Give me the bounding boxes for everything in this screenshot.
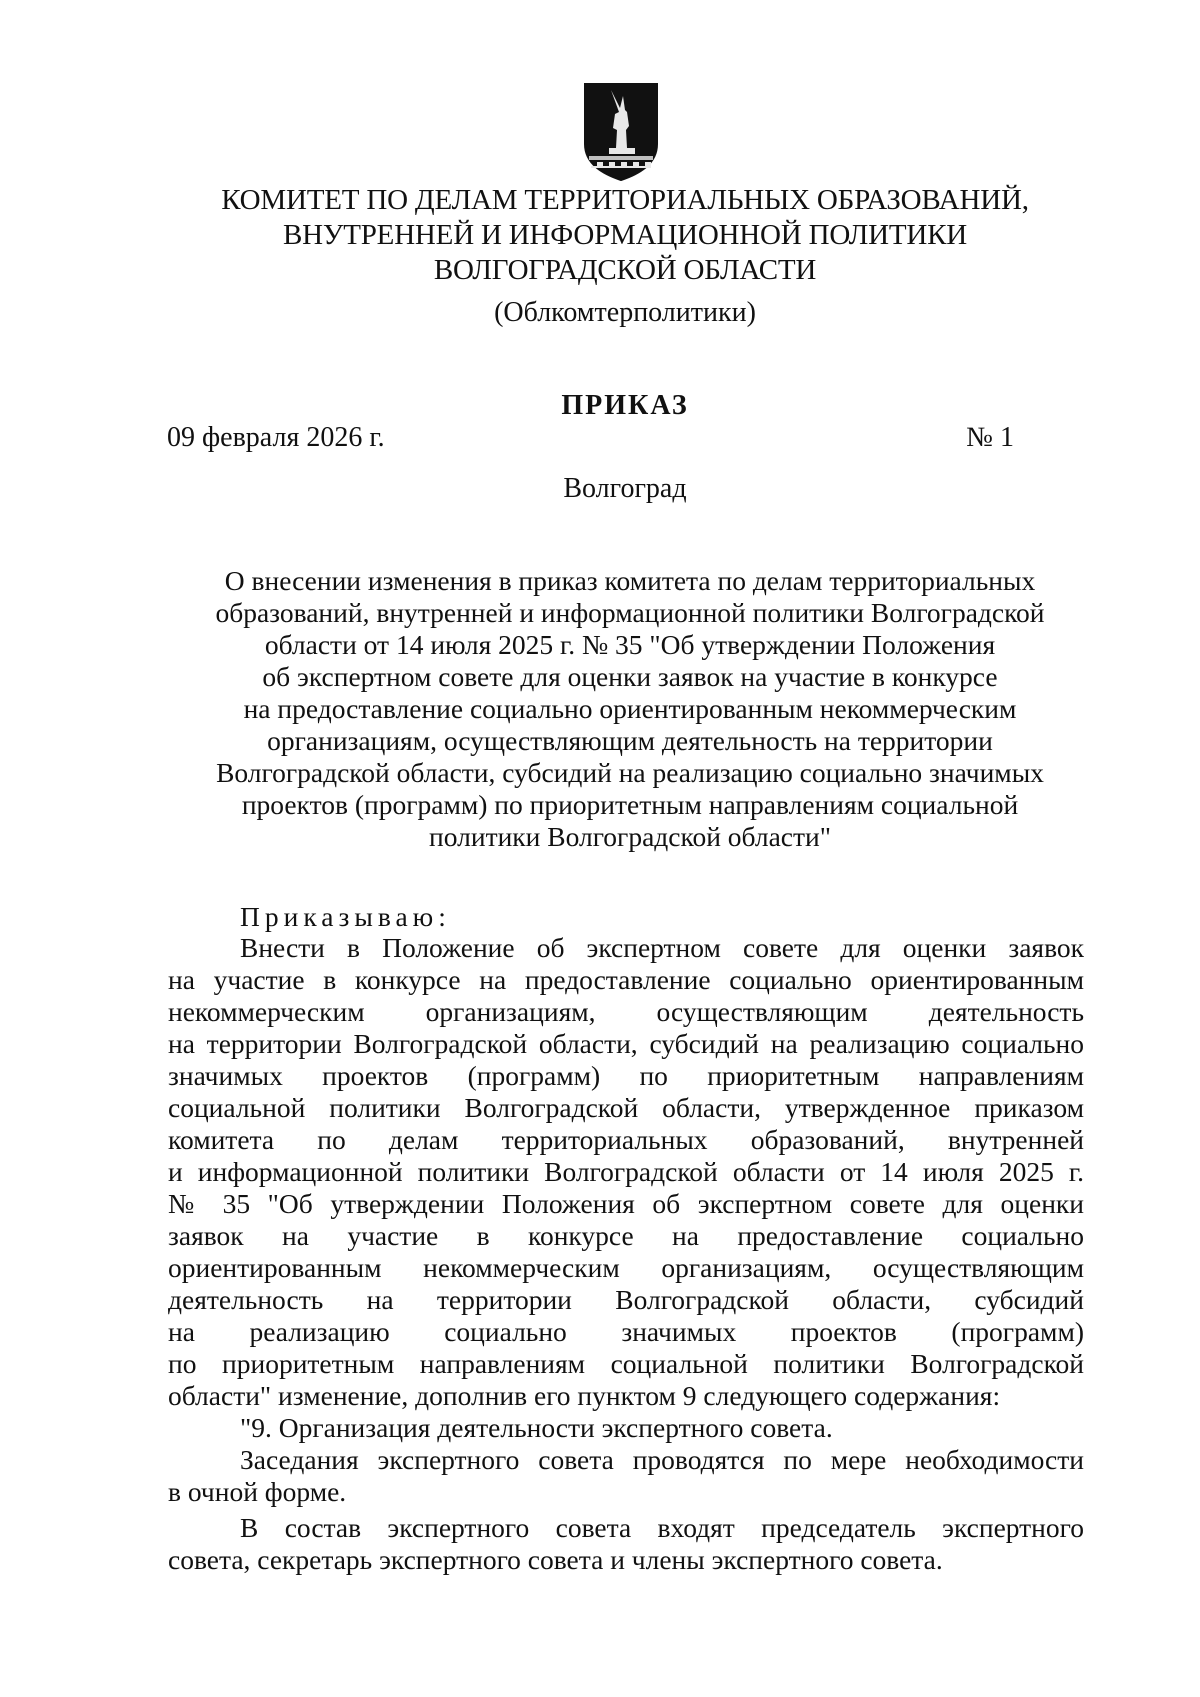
subject-line: О внесении изменения в приказ комитета по делам территориальных xyxy=(224,565,1036,596)
paragraph-line: В состав экспертного совета входят председатель экспертного xyxy=(240,1512,1084,1543)
subject-line: политики Волгоградской области" xyxy=(429,821,831,852)
paragraph-line: в очной форме. xyxy=(168,1476,347,1507)
committee-name-line-3: ВОЛГОГРАДСКОЙ ОБЛАСТИ xyxy=(433,254,817,286)
subject-line: образований, внутренней и информационной политики Волгоградской xyxy=(215,597,1045,628)
paragraph-line: значимых проектов (программ) по приоритетным направлениям xyxy=(168,1060,1084,1091)
order-number: № 1 xyxy=(966,422,1014,453)
paragraph-line: на территории Волгоградской области, субсидий на реализацию социально xyxy=(168,1028,1084,1059)
subject-line: области от 14 июля 2025 г. № 35 "Об утверждении Положения xyxy=(264,629,996,660)
paragraph-line: на реализацию социально значимых проектов (программ) xyxy=(168,1316,1084,1347)
item-9-heading: "9. Организация деятельности экспертного совета. xyxy=(240,1412,833,1443)
subject-line: проектов (программ) по приоритетным направлениям социальной xyxy=(241,789,1019,820)
paragraph-line: комитета по делам территориальных образований, внутренней xyxy=(168,1124,1084,1155)
paragraph-line: Заседания экспертного совета проводятся по мере необходимости xyxy=(240,1444,1084,1475)
paragraph-line: Внести в Положение об экспертном совете для оценки заявок xyxy=(240,932,1084,963)
paragraph-line: области" изменение, дополнив его пунктом 9 следующего содержания: xyxy=(168,1380,1001,1411)
subject-line: на предоставление социально ориентированным некоммерческим xyxy=(243,693,1017,724)
paragraph-line: и информационной политики Волгоградской области от 14 июля 2025 г. xyxy=(168,1156,1084,1187)
paragraph-line: на участие в конкурсе на предоставление социально ориентированным xyxy=(168,964,1084,995)
paragraph-line: заявок на участие в конкурсе на предоставление социально xyxy=(168,1220,1084,1251)
committee-name-line-2: ВНУТРЕННЕЙ И ИНФОРМАЦИОННОЙ ПОЛИТИКИ xyxy=(283,219,967,251)
paragraph-line: некоммерческим организациям, осуществляющим деятельность xyxy=(168,996,1084,1027)
paragraph-line: совета, секретарь экспертного совета и члены экспертного совета. xyxy=(168,1544,943,1575)
order-date: 09 февраля 2026 г. xyxy=(167,422,385,453)
committee-short-name: (Облкомтерполитики) xyxy=(494,297,756,328)
paragraph-line: по приоритетным направлениям социальной политики Волгоградской xyxy=(168,1348,1084,1379)
subject-line: организациям, осуществляющим деятельность на территории xyxy=(267,725,993,756)
subject-line: об экспертном совете для оценки заявок на участие в конкурсе xyxy=(262,661,998,692)
paragraph-line: деятельность на территории Волгоградской области, субсидий xyxy=(168,1284,1084,1315)
volgograd-coat-of-arms-icon xyxy=(583,82,659,182)
order-title: ПРИКАЗ xyxy=(561,390,689,421)
paragraph-line: ориентированным некоммерческим организациям, осуществляющим xyxy=(168,1252,1084,1283)
paragraph-line: социальной политики Волгоградской области, утвержденное приказом xyxy=(168,1092,1084,1123)
order-city: Волгоград xyxy=(563,473,687,504)
paragraph-line: № 35 "Об утверждении Положения об экспертном совете для оценки xyxy=(168,1188,1084,1219)
order-directive-word: Приказываю: xyxy=(240,901,451,932)
subject-line: Волгоградской области, субсидий на реализацию социально значимых xyxy=(216,757,1044,788)
committee-name-line-1: КОМИТЕТ ПО ДЕЛАМ ТЕРРИТОРИАЛЬНЫХ ОБРАЗОВАНИЙ, xyxy=(221,184,1029,216)
